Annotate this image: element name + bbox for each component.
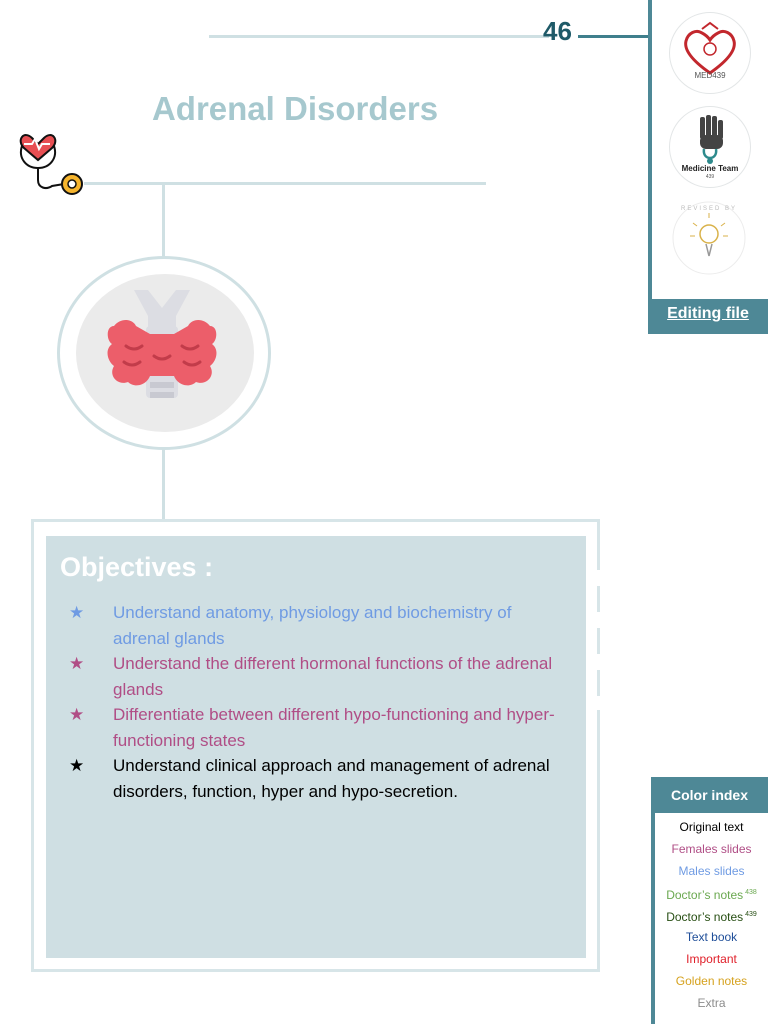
page-number-rule	[578, 35, 650, 38]
top-divider	[209, 35, 549, 38]
revised-by-logo	[669, 198, 749, 278]
thyroid-gland-icon	[104, 286, 220, 418]
med439-logo	[669, 12, 751, 94]
editing-file-box	[648, 299, 768, 334]
objective-text: Differentiate between different hypo-functioning and hyper-functioning states	[113, 705, 555, 750]
color-index-label: Doctor’s notes	[666, 888, 744, 902]
frame-dash	[597, 654, 600, 670]
color-index-item	[655, 970, 768, 992]
color-index-item	[655, 926, 768, 948]
medicine-team-sub: 439	[705, 174, 715, 180]
revised-by-label: REVISED BY	[680, 206, 737, 212]
color-index-heading: Color index	[651, 777, 768, 813]
medicine-team-label: Medicine Team	[681, 164, 739, 173]
frame-dash	[597, 612, 600, 628]
color-index-item	[655, 904, 768, 926]
color-index-label: Males slides	[678, 864, 745, 878]
star-bullet-icon: ★	[69, 654, 85, 673]
connector-line-top	[162, 184, 165, 258]
color-index-superscript: 438	[743, 889, 757, 896]
objective-item	[66, 702, 566, 753]
color-index-label: Original text	[679, 820, 744, 834]
objective-text: Understand clinical approach and management of adrenal disorders, function, hyper and hypo-secretion.	[113, 756, 550, 801]
objective-item	[66, 753, 566, 804]
frame-dash	[597, 696, 600, 710]
frame-dash	[597, 570, 600, 586]
color-index-list	[655, 816, 768, 1014]
color-index-item	[655, 882, 768, 904]
star-bullet-icon: ★	[69, 603, 85, 622]
color-index-item	[655, 816, 768, 838]
objective-text: Understand the different hormonal functions of the adrenal glands	[113, 654, 553, 699]
color-index-item	[655, 838, 768, 860]
stethoscope-heart-icon	[16, 128, 88, 196]
objective-item	[66, 651, 566, 702]
objective-text: Understand anatomy, physiology and biochemistry of adrenal glands	[113, 603, 512, 648]
heart-logo-icon	[670, 13, 750, 93]
title-divider	[84, 182, 486, 185]
star-bullet-icon: ★	[69, 756, 85, 775]
connector-line-bottom	[162, 448, 165, 521]
page-number: 46	[543, 16, 572, 46]
color-index-label: Important	[686, 952, 737, 966]
color-index-label: Doctor’s notes	[666, 910, 744, 924]
color-index-label: Golden notes	[675, 974, 748, 988]
objectives-list	[66, 600, 566, 804]
color-index-label: Extra	[697, 996, 726, 1010]
color-index-label: Text book	[685, 930, 738, 944]
color-index-item	[655, 948, 768, 970]
color-index-label: Females slides	[671, 842, 752, 856]
color-index-item	[655, 992, 768, 1014]
page-title: Adrenal Disorders	[151, 90, 439, 127]
med439-logo-label: MED439	[694, 71, 726, 80]
star-bullet-icon: ★	[69, 705, 85, 724]
editing-file-link[interactable]: Editing file	[667, 305, 749, 322]
color-index-superscript: 439	[743, 911, 757, 918]
medicine-team-logo	[669, 106, 751, 188]
objective-item	[66, 600, 566, 651]
objectives-heading: Objectives :	[60, 552, 214, 582]
color-index-item	[655, 860, 768, 882]
